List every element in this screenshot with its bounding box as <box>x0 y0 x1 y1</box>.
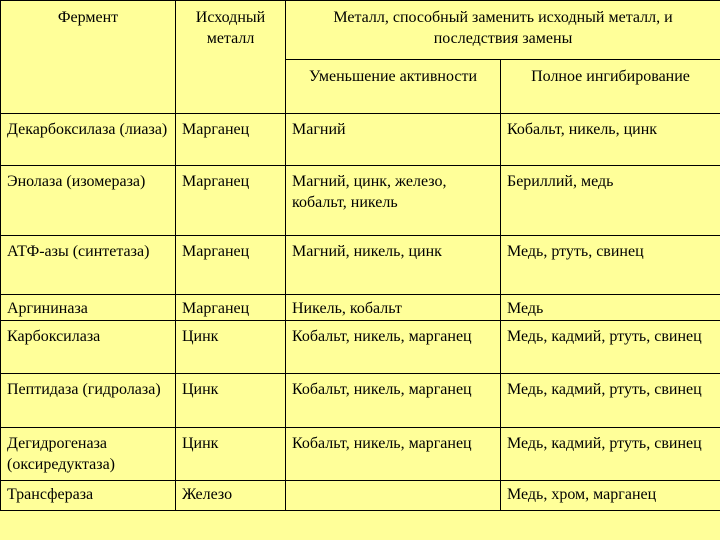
cell-reduced: Магний, никель, цинк <box>286 236 501 295</box>
cell-inhibition: Бериллий, медь <box>501 166 720 236</box>
cell-enzyme: АТФ-азы (синтетаза) <box>1 236 176 295</box>
cell-metal: Железо <box>176 481 286 511</box>
cell-enzyme: Пептидаза (гидролаза) <box>1 374 176 428</box>
header-reduced-activity: Уменьшение активности <box>286 60 501 114</box>
table-row <box>1 481 720 511</box>
table-row <box>1 114 720 166</box>
cell-enzyme: Энолаза (изомераза) <box>1 166 176 236</box>
cell-reduced: Магний <box>286 114 501 166</box>
cell-reduced: Кобальт, никель, марганец <box>286 374 501 428</box>
cell-inhibition: Медь, ртуть, свинец <box>501 236 720 295</box>
cell-inhibition: Медь, хром, марганец <box>501 481 720 511</box>
cell-metal: Цинк <box>176 428 286 481</box>
cell-reduced: Никель, кобальт <box>286 295 501 321</box>
cell-reduced: Кобальт, никель, марганец <box>286 428 501 481</box>
cell-metal: Марганец <box>176 295 286 321</box>
table-row <box>1 321 720 374</box>
cell-enzyme: Дегидрогеназа (оксиредуктаза) <box>1 428 176 481</box>
table-row <box>1 236 720 295</box>
cell-inhibition: Медь, кадмий, ртуть, свинец <box>501 428 720 481</box>
table-row <box>1 295 720 321</box>
table-row <box>1 374 720 428</box>
cell-reduced <box>286 481 501 511</box>
header-replacement-group: Металл, способный заменить исходный металл, и последствия замены <box>286 1 720 60</box>
cell-metal: Марганец <box>176 166 286 236</box>
table-row <box>1 166 720 236</box>
cell-enzyme: Карбоксилаза <box>1 321 176 374</box>
cell-metal: Марганец <box>176 114 286 166</box>
cell-reduced: Кобальт, никель, марганец <box>286 321 501 374</box>
cell-metal: Цинк <box>176 321 286 374</box>
table-header-row <box>1 1 720 60</box>
header-full-inhibition: Полное ингибирование <box>501 60 720 114</box>
cell-metal: Цинк <box>176 374 286 428</box>
cell-enzyme: Декарбоксилаза (лиаза) <box>1 114 176 166</box>
cell-enzyme: Аргининаза <box>1 295 176 321</box>
header-original-metal: Исходный металл <box>176 1 286 114</box>
cell-metal: Марганец <box>176 236 286 295</box>
header-enzyme: Фермент <box>1 1 176 114</box>
cell-reduced: Магний, цинк, железо, кобальт, никель <box>286 166 501 236</box>
cell-inhibition: Медь <box>501 295 720 321</box>
cell-inhibition: Медь, кадмий, ртуть, свинец <box>501 321 720 374</box>
cell-enzyme: Трансфераза <box>1 481 176 511</box>
table-row <box>1 428 720 481</box>
cell-inhibition: Кобальт, никель, цинк <box>501 114 720 166</box>
cell-inhibition: Медь, кадмий, ртуть, свинец <box>501 374 720 428</box>
